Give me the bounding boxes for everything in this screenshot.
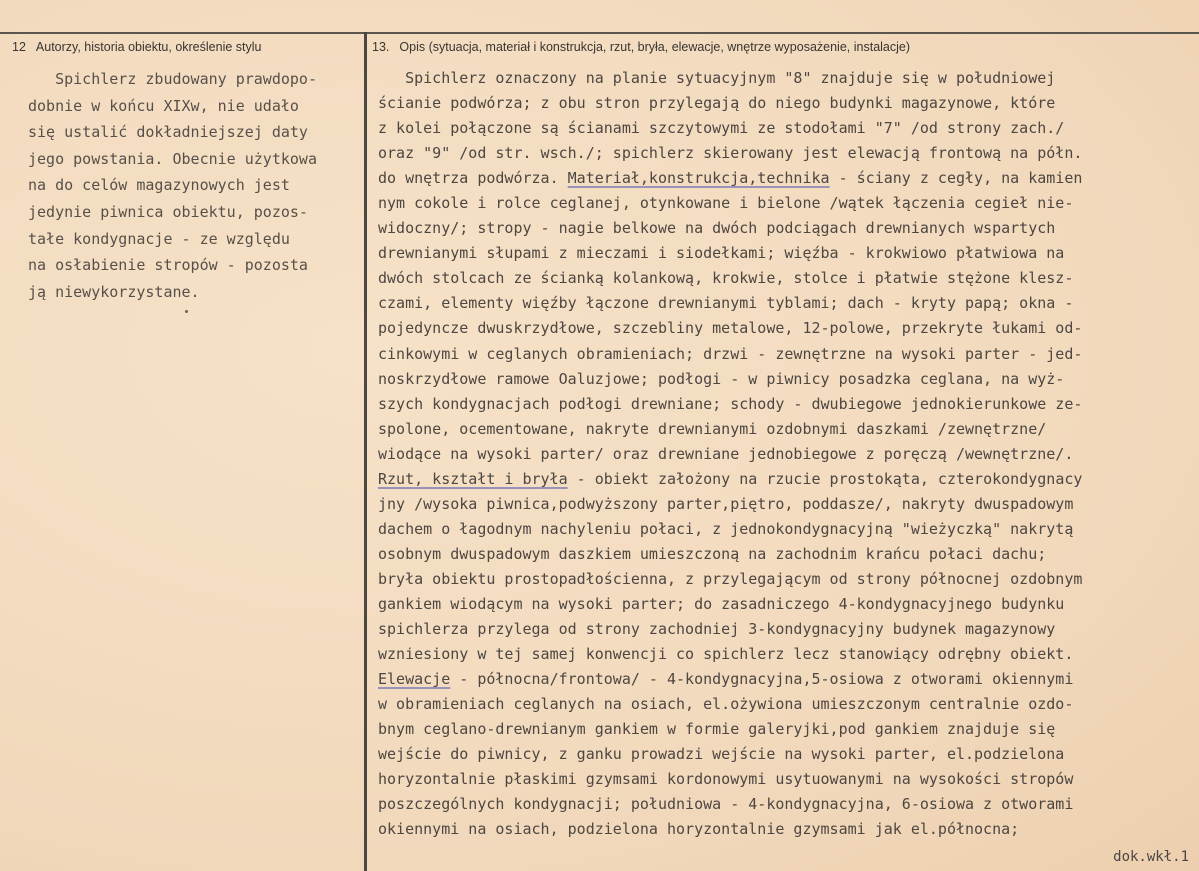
- right-text-line: bnym ceglano-drewnianym gankiem w formie galeryjki,pod gankiem znajduje się: [378, 720, 1056, 739]
- left-text-line: się ustalić dokładniejszej daty: [28, 123, 308, 142]
- right-text-line: drewnianymi słupami z mieczami i siodełkami; więźba - krokwiowo płatwiowa na: [378, 244, 1065, 263]
- underlined-section-title: Materiał,konstrukcja,technika: [567, 169, 830, 188]
- right-text-line: osobnym dwuspadowym daszkiem umieszczoną na zachodnim krańcu połaci dachu;: [378, 544, 1047, 563]
- right-text-line: cinkowymi w ceglanych obramieniach; drzwi - zewnętrzne na wysoki parter - jed-: [378, 344, 1083, 363]
- right-section-number: 13.: [372, 40, 390, 54]
- left-section-heading: Autorzy, historia obiektu, określenie stylu: [35, 40, 262, 54]
- left-text-line: na do celów magazynowych jest: [28, 176, 290, 195]
- left-text-line: jedynie piwnica obiektu, pozos-: [28, 202, 308, 221]
- right-text-line: wiodące na wysoki parter/ oraz drewniane jednobiegowe z poręczą /wewnętrzne/.: [378, 444, 1074, 463]
- right-text-line: dachem o łagodnym nachyleniu połaci, z jednokondygnacyjną "wieżyczką" nakrytą: [378, 519, 1074, 538]
- underlined-section-title: Elewacje: [378, 670, 451, 689]
- left-text-line: na osłabienie stropów - pozosta: [28, 256, 308, 275]
- right-text-line: z kolei połączone są ścianami szczytowymi ze stodołami "7" /od strony zach./: [378, 119, 1065, 138]
- right-text-line: szych kondygnacjach podłogi drewniane; schody - dwubiegowe jednokierunkowe ze-: [378, 394, 1083, 413]
- right-section-heading: Opis (sytuacja, materiał i konstrukcja, rzut, bryła, elewacje, wnętrze wyposażenie, instalacje): [399, 40, 911, 54]
- left-text-line: Spichlerz zbudowany prawdopo-: [28, 70, 317, 88]
- left-text-line: ją niewykorzystane.: [28, 282, 200, 301]
- line-trail-text: - północna/frontowa/ - 4-kondygnacyjna,5-osiowa z otworami okiennymi: [450, 670, 1074, 689]
- left-column-header: [12, 36, 261, 58]
- left-text-line: tałe kondygnacje - ze względu: [28, 229, 290, 248]
- right-text-line: wejście do piwnicy, z ganku prowadzi wejście na wysoki parter, el.podzielona: [378, 745, 1065, 764]
- right-text-line: nym cokole i rolce ceglanej, otynkowane i bielone /wątek łączenia cegieł nie-: [378, 194, 1074, 213]
- right-text-line: spolone, ocementowane, nakryte drewnianymi ozdobnymi daszkami /zewnętrzne/: [378, 419, 1047, 438]
- right-text-line: horyzontalnie płaskimi gzymsami kordonowymi usytuowanymi na wysokości stropów: [378, 770, 1074, 789]
- right-text-line: oraz "9" /od str. wsch./; spichlerz skierowany jest elewacją frontową na półn.: [378, 144, 1083, 163]
- right-text-line: Spichlerz oznaczony na planie sytuacyjnym "8" znajduje się w południowej: [378, 69, 1056, 87]
- right-text-line: wzniesiony w tej samej konwencji co spichlerz lecz stanowiący odrębny obiekt.: [378, 645, 1074, 664]
- right-text-line: ścianie podwórza; z obu stron przylegają do niego budynki magazynowe, które: [378, 94, 1056, 113]
- right-text-line: [378, 667, 1199, 692]
- left-text-line: jego powstania. Obecnie użytkowa: [28, 149, 317, 168]
- right-column-header: [372, 36, 910, 58]
- right-text-line: [378, 467, 1199, 492]
- left-text-line: dobnie w końcu XIXw, nie udało: [28, 96, 299, 115]
- top-rule: [0, 32, 1199, 34]
- document-footer-reference: dok.wkł.1: [1113, 849, 1189, 865]
- right-column-text: [378, 66, 1199, 842]
- right-text-line: [378, 166, 1199, 191]
- right-text-line: spichlerza przylega od strony zachodniej 3-kondygnacyjny budynek magazynowy: [378, 620, 1056, 639]
- line-lead-text: do wnętrza podwórza.: [378, 169, 568, 188]
- left-section-number: 12: [12, 40, 26, 54]
- right-text-line: jny /wysoka piwnica,podwyższony parter,piętro, poddasze/, nakryty dwuspadowym: [378, 494, 1074, 513]
- right-text-line: poszczególnych kondygnacji; południowa - 4-kondygnacyjna, 6-osiowa z otworami: [378, 795, 1074, 814]
- line-trail-text: - ściany z cegły, na kamien: [829, 169, 1083, 188]
- right-text-line: noskrzydłowe ramowe Oaluzjowe; podłogi - w piwnicy posadzka ceglana, na wyż-: [378, 369, 1065, 388]
- right-text-line: pojedyncze dwuskrzydłowe, szczebliny metalowe, 12-polowe, przekryte łukami od-: [378, 319, 1083, 338]
- left-column-text: [28, 66, 366, 305]
- underlined-section-title: Rzut, kształt i bryła: [378, 469, 568, 488]
- ink-speck: [185, 310, 188, 313]
- right-text-line: okiennymi na osiach, podzielona horyzontalnie gzymsami jak el.północna;: [378, 820, 1020, 839]
- right-text-line: dwóch stolcach ze ścianką kolankową, krokwie, stolce i płatwie stężone klesz-: [378, 269, 1074, 288]
- line-trail-text: - obiekt założony na rzucie prostokąta, czterokondygnacy: [567, 469, 1083, 488]
- right-text-line: bryła obiektu prostopadłościenna, z przylegającym od strony północnej ozdobnym: [378, 569, 1083, 588]
- right-text-line: w obramieniach ceglanych na osiach, el.ożywiona umieszczonym centralnie ozdo-: [378, 695, 1074, 714]
- right-text-line: czami, elementy więźby łączone drewnianymi tyblami; dach - kryty papą; okna -: [378, 294, 1074, 313]
- right-text-line: gankiem wiodącym na wysoki parter; do zasadniczego 4-kondygnacyjnego budynku: [378, 594, 1065, 613]
- right-text-line: widoczny/; stropy - nagie belkowe na dwóch podciągach drewnianych wspartych: [378, 219, 1056, 238]
